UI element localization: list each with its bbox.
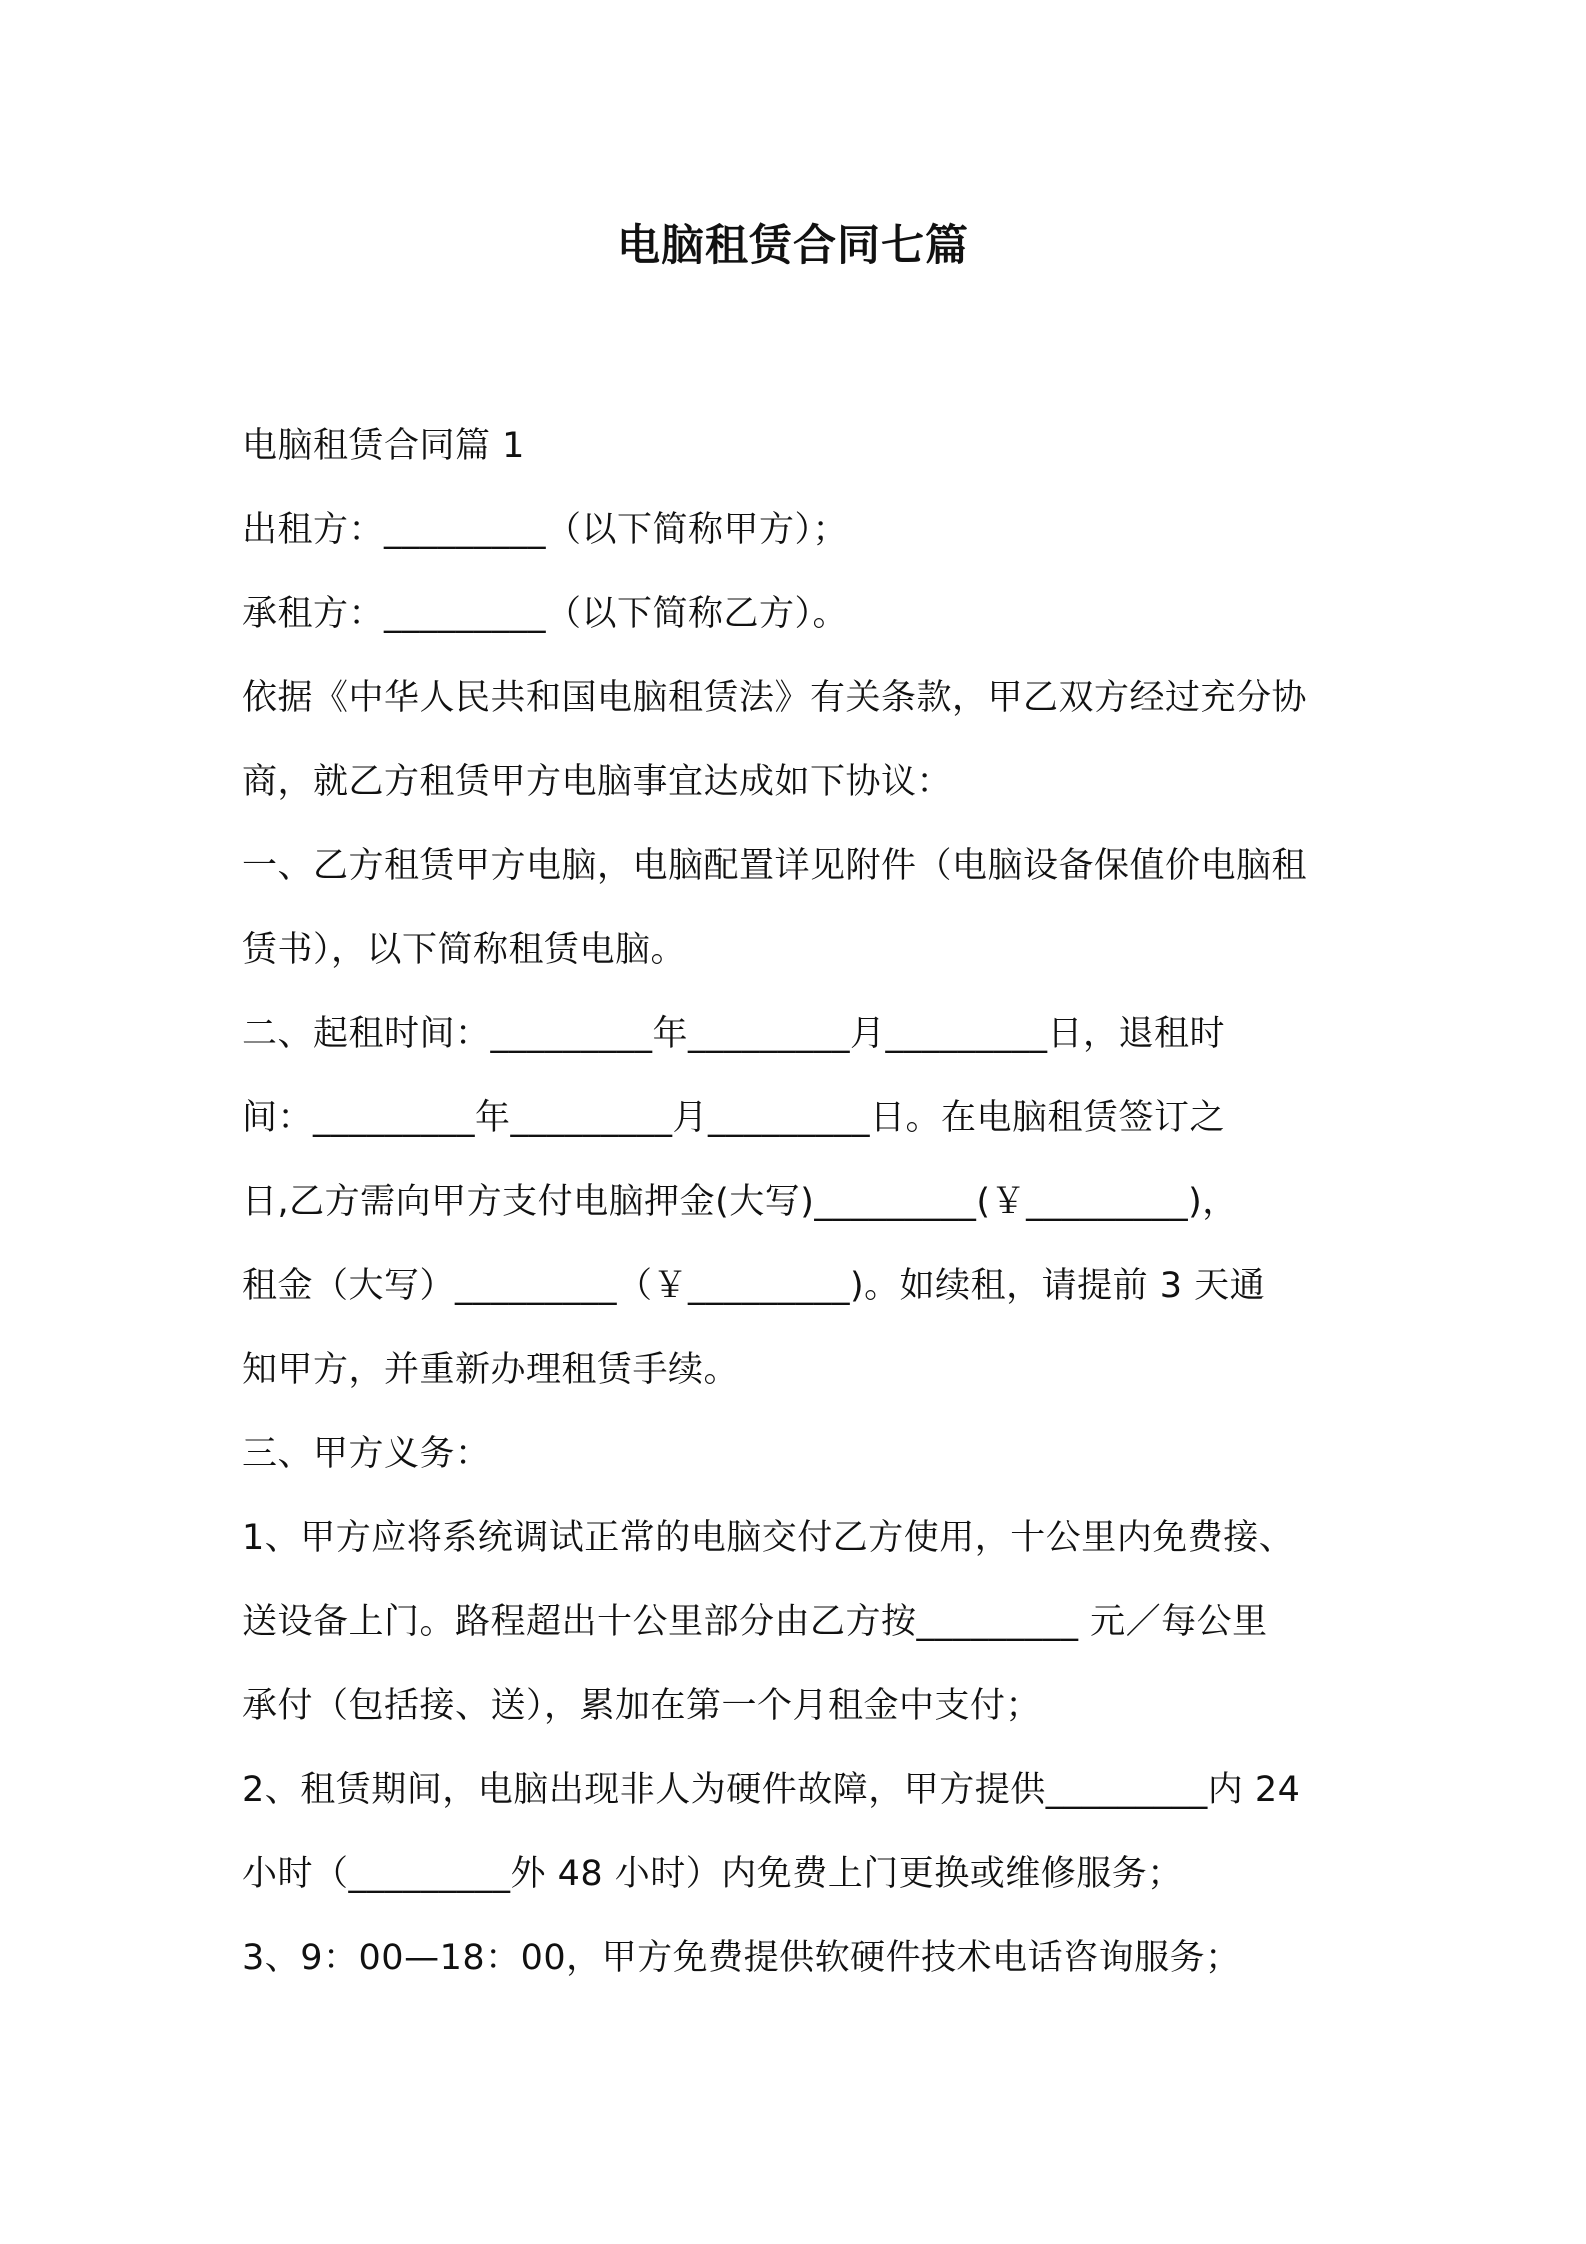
text-line: 承付（包括接、送），累加在第一个月租金中支付； [242,1686,1042,1726]
text-line: 一、乙方租赁甲方电脑，电脑配置详见附件（电脑设备保值价电脑租 [242,846,1308,886]
text-line: 赁书），以下简称租赁电脑。 [242,930,687,970]
text-line: 间：_________年_________月_________日。在电脑租赁签订之 [242,1098,1226,1138]
text-line: 租金（大写）_________（￥_________)。如续租，请提前 3 天通 [242,1266,1266,1306]
text-line: 2、租赁期间，电脑出现非人为硬件故障，甲方提供_________内 24 [242,1770,1301,1810]
text-line: 3、9：00—18：00，甲方免费提供软硬件技术电话咨询服务； [242,1938,1241,1978]
document-body [242,404,1350,2000]
text-line: 二、起租时间：_________年_________月_________日，退租时 [242,1014,1226,1054]
document-title: 电脑租赁合同七篇 [617,221,969,271]
text-line: 商，就乙方租赁甲方电脑事宜达成如下协议： [242,762,953,802]
text-line: 1、甲方应将系统调试正常的电脑交付乙方使用，十公里内免费接、 [242,1518,1295,1558]
text-line: 日,乙方需向甲方支付电脑押金(大写)_________(￥_________)， [242,1182,1238,1222]
text-line: 出租方：_________（以下简称甲方）； [242,510,849,550]
text-line: 送设备上门。路程超出十公里部分由乙方按_________ 元／每公里 [242,1602,1268,1642]
text-line: 小时（_________外 48 小时）内免费上门更换或维修服务； [242,1854,1183,1894]
text-line: 知甲方，并重新办理租赁手续。 [242,1350,740,1390]
text-line: 依据《中华人民共和国电脑租赁法》有关条款，甲乙双方经过充分协 [242,678,1308,718]
text-line: 三、甲方义务： [242,1434,491,1474]
text-line: 承租方：_________（以下简称乙方）。 [242,594,849,634]
section-heading: 电脑租赁合同篇 1 [242,426,525,466]
